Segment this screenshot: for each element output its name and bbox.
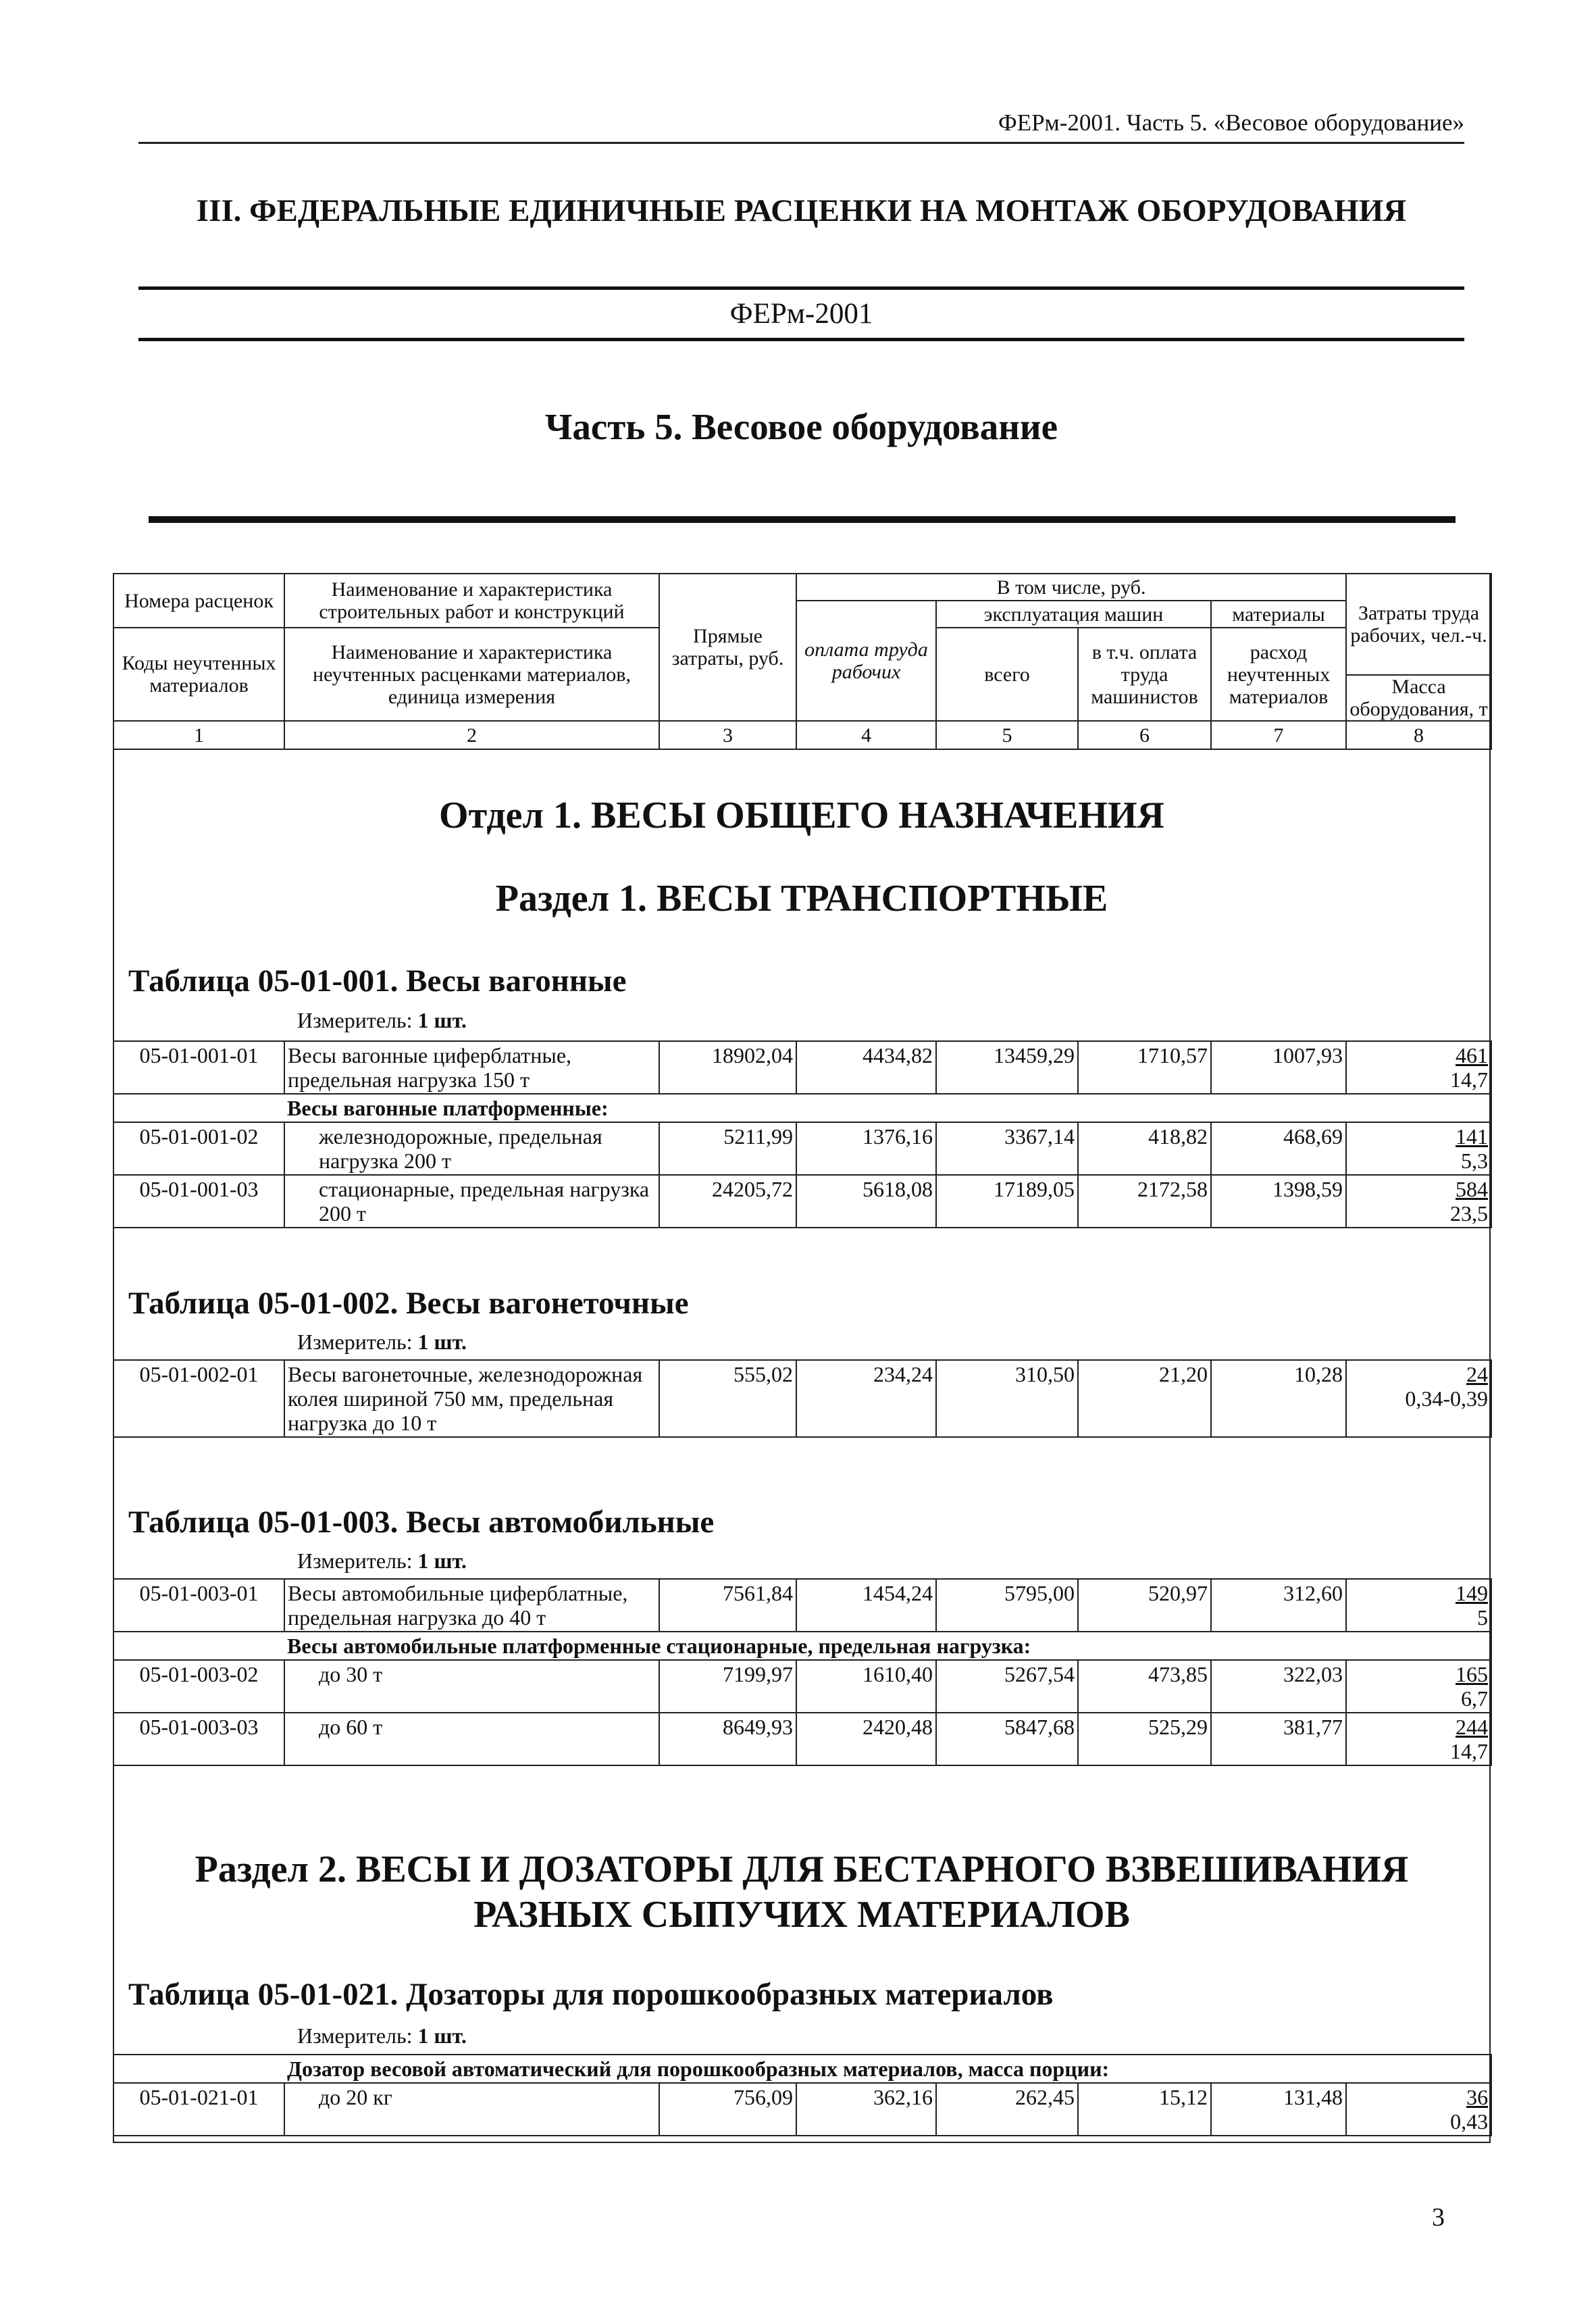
table-row <box>113 1122 1491 1175</box>
row-hours-mass <box>1346 1041 1491 1094</box>
hdr-machines-labor: в т.ч. оплата труда машинистов <box>1078 628 1211 721</box>
band-rule-top <box>138 286 1464 290</box>
main-title: III. ФЕДЕРАЛЬНЫЕ ЕДИНИЧНЫЕ РАСЦЕНКИ НА МОНТАЖ ОБОРУДОВАНИЯ <box>196 193 1407 228</box>
hdr-mass: Масса оборудования, т <box>1346 675 1491 721</box>
table-row <box>113 1713 1491 1765</box>
row-code: 05-01-002-01 <box>113 1360 284 1437</box>
table021-measure <box>297 2023 467 2048</box>
band-rule-bottom <box>138 338 1464 341</box>
row-machines: 5847,68 <box>936 1713 1078 1765</box>
hdr-machines: эксплуатация машин <box>936 601 1211 628</box>
hdr-materials: материалы <box>1211 601 1346 628</box>
row-machines: 262,45 <box>936 2083 1078 2136</box>
row-hours-mass <box>1346 1660 1491 1713</box>
hdr-name-top: Наименование и характеристика строительных работ и конструкций <box>284 574 659 628</box>
measure-value: 1 шт. <box>417 1549 467 1573</box>
row-mass: 14,7 <box>1450 1739 1488 1763</box>
row-mass: 14,7 <box>1450 1067 1488 1092</box>
row-code: 05-01-003-01 <box>113 1579 284 1632</box>
row-materials: 312,60 <box>1211 1579 1346 1632</box>
row-materials: 381,77 <box>1211 1713 1346 1765</box>
hdr-codes-top: Номера расценок <box>113 574 284 628</box>
measure-label: Измеритель: <box>297 1330 413 1354</box>
hdr-num-3: 3 <box>659 721 796 749</box>
row-hours-mass <box>1346 1360 1491 1437</box>
row-machines: 3367,14 <box>936 1122 1078 1175</box>
table001-measure <box>297 1008 467 1033</box>
row-name: Весы вагонеточные, железнодорожная колея шириной 750 мм, предельная нагрузка до 10 т <box>284 1360 659 1437</box>
row-code: 05-01-021-01 <box>113 2083 284 2136</box>
row-hours: 244 <box>1456 1715 1488 1739</box>
hdr-num-8: 8 <box>1346 721 1491 749</box>
table002-title: Таблица 05-01-002. Весы вагонеточные <box>128 1286 689 1321</box>
row-code: 05-01-003-02 <box>113 1660 284 1713</box>
row-direct: 7561,84 <box>659 1579 796 1632</box>
group-label: Дозатор весовой автоматический для порошкообразных материалов, масса порции: <box>284 2055 1491 2083</box>
table-row <box>113 1041 1491 1094</box>
row-mass: 5 <box>1477 1605 1488 1630</box>
row-code: 05-01-001-03 <box>113 1175 284 1228</box>
row-hours-mass <box>1346 1175 1491 1228</box>
row-mass: 0,43 <box>1450 2109 1489 2134</box>
row-labor: 4434,82 <box>796 1041 936 1094</box>
row-machines: 13459,29 <box>936 1041 1078 1094</box>
hdr-num-1: 1 <box>113 721 284 749</box>
hdr-hours: Затраты труда рабочих, чел.-ч. <box>1346 574 1491 675</box>
section1-title: Раздел 1. ВЕСЫ ТРАНСПОРТНЫЕ <box>495 878 1108 920</box>
table-row <box>113 1175 1491 1228</box>
table-row <box>113 1660 1491 1713</box>
row-mass: 0,34-0,39 <box>1405 1386 1488 1411</box>
row-labor: 1376,16 <box>796 1122 936 1175</box>
row-name: Весы вагонные циферблатные, предельная нагрузка 150 т <box>284 1041 659 1094</box>
row-hours: 461 <box>1456 1043 1488 1067</box>
row-name: железнодорожные, предельная нагрузка 200 т <box>284 1122 659 1175</box>
row-machines-labor: 1710,57 <box>1078 1041 1211 1094</box>
row-code: 05-01-001-01 <box>113 1041 284 1094</box>
row-code: 05-01-003-03 <box>113 1713 284 1765</box>
section2-title-line1: Раздел 2. ВЕСЫ И ДОЗАТОРЫ ДЛЯ БЕСТАРНОГО ВЗВЕШИВАНИЯ <box>195 1848 1409 1890</box>
table001-title: Таблица 05-01-001. Весы вагонные <box>128 963 627 999</box>
row-mass: 5,3 <box>1461 1149 1488 1173</box>
row-mass: 23,5 <box>1450 1201 1488 1226</box>
table021 <box>113 2054 1492 2136</box>
row-machines-labor: 520,97 <box>1078 1579 1211 1632</box>
table001 <box>113 1040 1492 1228</box>
table-row <box>113 2083 1491 2136</box>
hdr-num-6: 6 <box>1078 721 1211 749</box>
row-direct: 7199,97 <box>659 1660 796 1713</box>
row-hours-mass <box>1346 1122 1491 1175</box>
row-materials: 468,69 <box>1211 1122 1346 1175</box>
hdr-num-7: 7 <box>1211 721 1346 749</box>
row-machines-labor: 525,29 <box>1078 1713 1211 1765</box>
row-hours-mass <box>1346 2083 1491 2136</box>
row-code: 05-01-001-02 <box>113 1122 284 1175</box>
hdr-incl: В том числе, руб. <box>796 574 1346 601</box>
row-hours-mass <box>1346 1579 1491 1632</box>
hdr-codes-bottom: Коды неучтенных материалов <box>113 628 284 721</box>
row-name: до 30 т <box>284 1660 659 1713</box>
row-name: до 60 т <box>284 1713 659 1765</box>
measure-value: 1 шт. <box>417 1008 467 1032</box>
row-machines: 5267,54 <box>936 1660 1078 1713</box>
row-name: Весы автомобильные циферблатные, предельная нагрузка до 40 т <box>284 1579 659 1632</box>
table-group-row <box>113 2055 1491 2083</box>
hdr-name-bottom: Наименование и характеристика неучтенных расценками материалов, единица измерения <box>284 628 659 721</box>
measure-label: Измеритель: <box>297 1549 413 1573</box>
hdr-num-5: 5 <box>936 721 1078 749</box>
section2-title-line2: РАЗНЫХ СЫПУЧИХ МАТЕРИАЛОВ <box>473 1894 1130 1936</box>
row-machines-labor: 473,85 <box>1078 1660 1211 1713</box>
row-machines-labor: 2172,58 <box>1078 1175 1211 1228</box>
row-materials: 1398,59 <box>1211 1175 1346 1228</box>
column-header-table <box>113 573 1492 750</box>
header-rule <box>138 142 1464 144</box>
row-labor: 2420,48 <box>796 1713 936 1765</box>
row-materials: 131,48 <box>1211 2083 1346 2136</box>
table021-title: Таблица 05-01-021. Дозаторы для порошкообразных материалов <box>128 1977 1054 2012</box>
row-machines: 310,50 <box>936 1360 1078 1437</box>
dept-title: Отдел 1. ВЕСЫ ОБЩЕГО НАЗНАЧЕНИЯ <box>439 795 1164 836</box>
row-hours: 584 <box>1456 1177 1488 1201</box>
row-direct: 5211,99 <box>659 1122 796 1175</box>
hdr-materials-sub: расход неучтенных материалов <box>1211 628 1346 721</box>
row-labor: 362,16 <box>796 2083 936 2136</box>
row-materials: 1007,93 <box>1211 1041 1346 1094</box>
table003 <box>113 1578 1492 1766</box>
row-direct: 756,09 <box>659 2083 796 2136</box>
row-machines: 17189,05 <box>936 1175 1078 1228</box>
hdr-machines-total: всего <box>936 628 1078 721</box>
thick-rule <box>149 516 1456 523</box>
hdr-num-4: 4 <box>796 721 936 749</box>
row-hours-mass <box>1346 1713 1491 1765</box>
group-label: Весы вагонные платформенные: <box>284 1094 1491 1122</box>
table-group-row <box>113 1632 1491 1660</box>
hdr-direct: Прямые затраты, руб. <box>659 574 796 721</box>
row-labor: 1454,24 <box>796 1579 936 1632</box>
row-machines-labor: 418,82 <box>1078 1122 1211 1175</box>
row-direct: 8649,93 <box>659 1713 796 1765</box>
row-machines: 5795,00 <box>936 1579 1078 1632</box>
row-name: стационарные, предельная нагрузка 200 т <box>284 1175 659 1228</box>
table-row <box>113 1360 1491 1437</box>
row-mass: 6,7 <box>1461 1686 1488 1711</box>
row-direct: 18902,04 <box>659 1041 796 1094</box>
row-hours: 141 <box>1456 1124 1488 1149</box>
row-machines-labor: 15,12 <box>1078 2083 1211 2136</box>
hdr-num-2: 2 <box>284 721 659 749</box>
row-direct: 555,02 <box>659 1360 796 1437</box>
table002 <box>113 1359 1492 1438</box>
row-hours: 149 <box>1456 1581 1488 1605</box>
measure-label: Измеритель: <box>297 1008 413 1032</box>
row-machines-labor: 21,20 <box>1078 1360 1211 1437</box>
row-name: до 20 кг <box>284 2083 659 2136</box>
row-materials: 322,03 <box>1211 1660 1346 1713</box>
table-group-row <box>113 1094 1491 1122</box>
measure-value: 1 шт. <box>417 1330 467 1354</box>
row-hours: 165 <box>1456 1662 1488 1686</box>
part-title: Часть 5. Весовое оборудование <box>544 406 1058 447</box>
row-labor: 1610,40 <box>796 1660 936 1713</box>
row-labor: 5618,08 <box>796 1175 936 1228</box>
row-direct: 24205,72 <box>659 1175 796 1228</box>
row-hours: 24 <box>1466 1362 1488 1386</box>
page-number: 3 <box>1432 2203 1445 2232</box>
row-labor: 234,24 <box>796 1360 936 1437</box>
group-label: Весы автомобильные платформенные стационарные, предельная нагрузка: <box>284 1632 1491 1660</box>
measure-value: 1 шт. <box>417 2023 467 2048</box>
row-hours: 36 <box>1466 2085 1489 2109</box>
measure-label: Измеритель: <box>297 2023 413 2048</box>
row-materials: 10,28 <box>1211 1360 1346 1437</box>
table-row <box>113 1579 1491 1632</box>
table003-title: Таблица 05-01-003. Весы автомобильные <box>128 1505 715 1540</box>
table003-measure <box>297 1549 467 1574</box>
band-label: ФЕРм-2001 <box>729 298 873 330</box>
table002-measure <box>297 1330 467 1355</box>
running-head: ФЕРм-2001. Часть 5. «Весовое оборудование» <box>998 109 1464 136</box>
hdr-labor-pay: оплата труда рабочих <box>796 601 936 721</box>
